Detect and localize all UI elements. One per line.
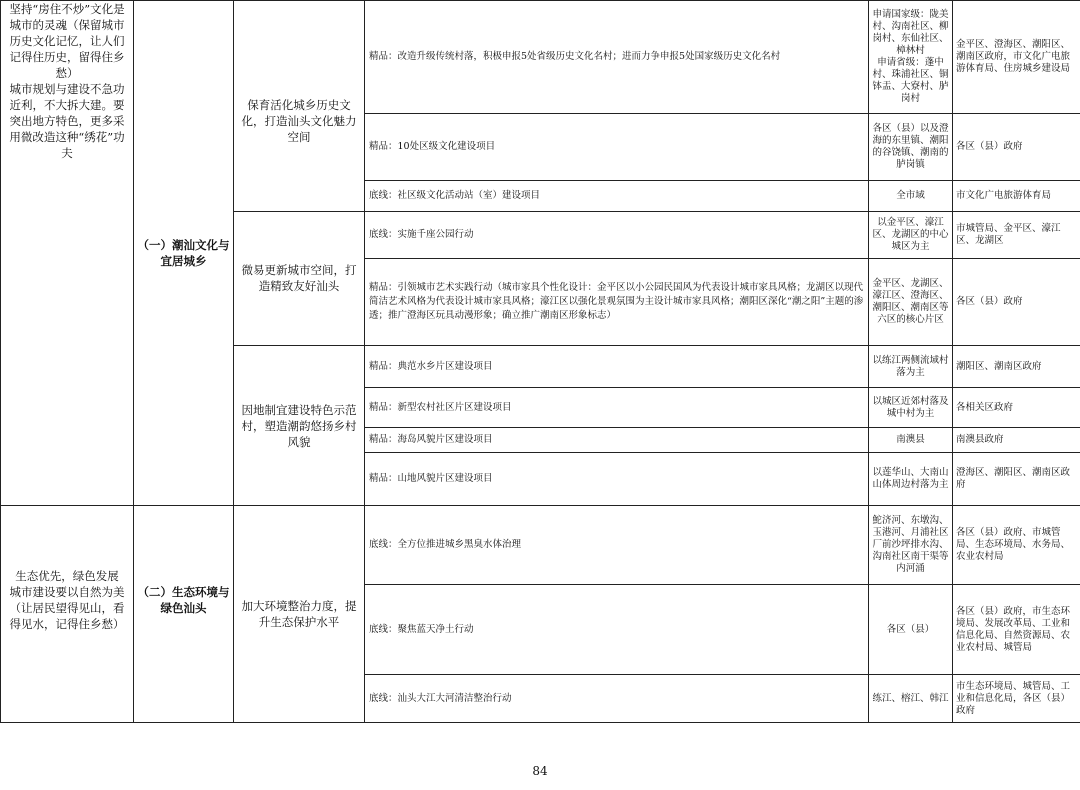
project-cell: 精品：典范水乡片区建设项目	[365, 346, 869, 388]
owner-cell: 澄海区、潮阳区、潮南区政府	[953, 453, 1080, 506]
category-cell: （二）生态环境与绿色汕头	[134, 506, 234, 723]
scope-cell: 申请国家级：陇美村、沟南社区、柳岗村、东仙社区、樟林村 申请省级：蓬中村、珠浦社区、铜钵盂、大寮村、胪岗村	[869, 1, 953, 114]
owner-cell: 各区（县）政府	[953, 114, 1080, 181]
page-number: 84	[532, 764, 548, 778]
project-cell: 精品：山地风貌片区建设项目	[365, 453, 869, 506]
task-cell: 微易更新城市空间，打造精致友好汕头	[234, 212, 365, 346]
principle-text: 坚持“房住不炒”文化是城市的灵魂（保留城市历史文化记忆，让人们记得住历史，留得住乡愁） 城市规划与建设不急功近利，不大拆大建。要突出地方特色，更多采用微改造这种“绣花”功夫	[9, 2, 125, 160]
project-cell: 底线：社区级文化活动站（室）建设项目	[365, 181, 869, 212]
project-cell: 底线：实施千座公园行动	[365, 212, 869, 259]
owner-cell: 市文化广电旅游体育局	[953, 181, 1080, 212]
owner-cell: 各区（县）政府、市城管局、生态环境局、水务局、农业农村局	[953, 506, 1080, 585]
project-cell: 底线：汕头大江大河清洁整治行动	[365, 675, 869, 723]
scope-cell: 以练江两侧流域村落为主	[869, 346, 953, 388]
scope-cell: 各区（县）以及澄海的东里镇、潮阳的谷饶镇、潮南的胪岗镇	[869, 114, 953, 181]
project-cell: 精品：海岛风貌片区建设项目	[365, 428, 869, 453]
owner-cell: 各区（县）政府	[953, 259, 1080, 346]
scope-cell: 以金平区、濠江区、龙湖区的中心城区为主	[869, 212, 953, 259]
owner-cell: 各相关区政府	[953, 388, 1080, 428]
scope-cell: 以莲华山、大南山山体周边村落为主	[869, 453, 953, 506]
scope-cell: 各区（县）	[869, 585, 953, 675]
owner-cell: 金平区、澄海区、潮阳区、潮南区政府，市文化广电旅游体育局、住房城乡建设局	[953, 1, 1080, 114]
project-cell: 精品：引领城市艺术实践行动（城市家具个性化设计：金平区以小公园民国风为代表设计城市家具风格；龙湖区以现代简洁艺术风格为代表设计城市家具风格；濠江区以强化景观氛围为主设计城市家具风格；潮阳区深化“潮之阳”主题的渗透；推广澄海区玩具动漫形象；确立推广潮南区形象标志）	[365, 259, 869, 346]
owner-cell: 潮阳区、潮南区政府	[953, 346, 1080, 388]
scope-cell: 全市域	[869, 181, 953, 212]
task-cell: 加大环境整治力度，提升生态保护水平	[234, 506, 365, 723]
table-row	[1, 506, 1080, 585]
owner-cell: 市城管局、金平区、濠江区、龙湖区	[953, 212, 1080, 259]
task-cell: 因地制宜建设特色示范村，塑造潮韵悠扬乡村风貌	[234, 346, 365, 506]
principle-cell	[1, 1, 134, 506]
category-cell: （一）潮汕文化与宜居城乡	[134, 1, 234, 506]
project-cell: 底线：全方位推进城乡黑臭水体治理	[365, 506, 869, 585]
owner-cell: 市生态环境局、城管局、工业和信息化局，各区（县）政府	[953, 675, 1080, 723]
principle-cell	[1, 506, 134, 723]
project-cell: 底线：聚焦蓝天净土行动	[365, 585, 869, 675]
owner-cell: 南澳县政府	[953, 428, 1080, 453]
scope-cell: 练江、榕江、韩江	[869, 675, 953, 723]
scope-cell: 以城区近郊村落及城中村为主	[869, 388, 953, 428]
scope-cell: 金平区、龙湖区、濠江区、澄海区、潮阳区、潮南区等六区的核心片区	[869, 259, 953, 346]
project-cell: 精品：改造升级传统村落，积极申报5处省级历史文化名村；进而力争申报5处国家级历史文化名村	[365, 1, 869, 114]
principle-text: 生态优先，绿色发展 城市建设要以自然为美（让居民望得见山，看得见水，记得住乡愁）	[9, 569, 125, 631]
project-cell: 精品：10处区级文化建设项目	[365, 114, 869, 181]
scope-cell: 鮀济河、东墩沟、玉港河、月浦社区厂前沙坪排水沟、沟南社区南干渠等内河涌	[869, 506, 953, 585]
scope-cell: 南澳县	[869, 428, 953, 453]
project-cell: 精品：新型农村社区片区建设项目	[365, 388, 869, 428]
owner-cell: 各区（县）政府，市生态环境局、发展改革局、工业和信息化局、自然资源局、农业农村局、城管局	[953, 585, 1080, 675]
table-row	[1, 1, 1080, 114]
task-cell: 保育活化城乡历史文化，打造汕头文化魅力空间	[234, 1, 365, 212]
